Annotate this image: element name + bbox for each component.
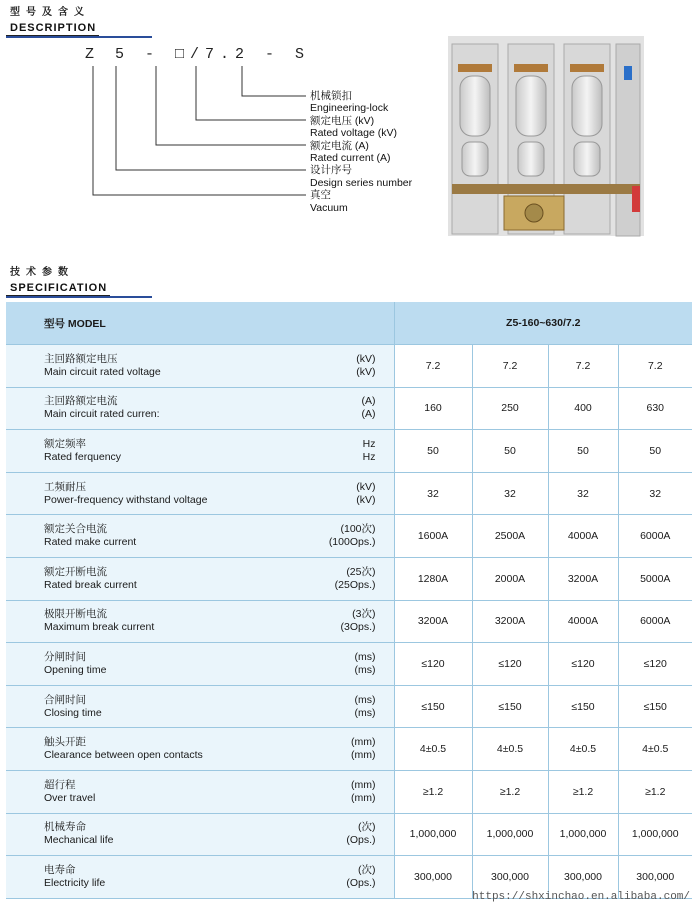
param-unit-en: (mm) (351, 749, 376, 762)
param-unit (302, 600, 394, 643)
param-label (6, 770, 302, 813)
legend-lock-en: Engineering-lock (310, 102, 389, 115)
param-value: ≤150 (548, 685, 618, 728)
param-value: ≤120 (472, 643, 548, 686)
param-value: ≥1.2 (618, 770, 692, 813)
param-unit-en: (ms) (354, 663, 376, 676)
param-value: ≥1.2 (394, 770, 472, 813)
param-label (6, 600, 302, 643)
param-unit-cn: (次) (358, 863, 376, 876)
legend-vacuum-en: Vacuum (310, 201, 348, 214)
param-label-en: Main circuit rated curren: (44, 408, 160, 421)
param-value: 3200A (548, 557, 618, 600)
param-unit-en: (A) (361, 408, 376, 421)
param-label (6, 557, 302, 600)
param-label-cn: 超行程 (44, 778, 76, 791)
param-value: 4±0.5 (618, 728, 692, 771)
legend-series-cn: 设计序号 (310, 164, 352, 177)
table-row (6, 430, 692, 473)
param-value: 50 (548, 430, 618, 473)
param-label (6, 345, 302, 388)
param-unit-en: (Ops.) (346, 876, 376, 889)
param-value: 7.2 (472, 345, 548, 388)
param-unit-en: (mm) (351, 791, 376, 804)
param-label-cn: 机械寿命 (44, 821, 86, 834)
param-label (6, 728, 302, 771)
param-unit-en: (kV) (356, 365, 376, 378)
param-label (6, 472, 302, 515)
spec-header-row (6, 302, 692, 345)
param-value: 7.2 (394, 345, 472, 388)
param-value: 2500A (472, 515, 548, 558)
param-value: ≤150 (472, 685, 548, 728)
param-label-en: Rated ferquency (44, 450, 122, 463)
specification-title-cn: 技术参数 (10, 267, 74, 278)
param-value: ≥1.2 (548, 770, 618, 813)
param-unit-cn: (mm) (351, 778, 376, 791)
param-label-cn: 合闸时间 (44, 693, 86, 706)
param-label-en: Mechanical life (44, 834, 114, 847)
param-label-en: Maximum break current (44, 621, 155, 634)
table-row (6, 643, 692, 686)
legend-vacuum-cn: 真空 (310, 189, 331, 202)
table-row (6, 813, 692, 856)
param-unit-cn: (kV) (356, 352, 376, 365)
param-value: 300,000 (472, 856, 548, 899)
param-unit (302, 387, 394, 430)
param-value: ≤120 (548, 643, 618, 686)
param-unit-cn: (ms) (354, 650, 376, 663)
param-unit (302, 813, 394, 856)
code-legend (310, 90, 412, 214)
param-value: 32 (472, 472, 548, 515)
param-value: ≤150 (394, 685, 472, 728)
param-unit-en: (100Ops.) (328, 536, 376, 549)
param-label-en: Over travel (44, 791, 96, 804)
param-value: ≤150 (618, 685, 692, 728)
specification-title-en: SPECIFICATION (6, 282, 110, 297)
param-unit-en: (kV) (356, 493, 376, 506)
param-unit-cn: (3次) (352, 608, 376, 621)
param-value: 7.2 (548, 345, 618, 388)
param-unit (302, 728, 394, 771)
param-unit (302, 770, 394, 813)
table-row (6, 387, 692, 430)
legend-series-en: Design series number (310, 176, 413, 189)
param-unit-cn: (mm) (351, 736, 376, 749)
param-unit-cn: (ms) (354, 693, 376, 706)
spec-table (6, 302, 692, 899)
table-row (6, 472, 692, 515)
param-value: 300,000 (394, 856, 472, 899)
param-value: 3200A (394, 600, 472, 643)
param-unit-en: (Ops.) (346, 834, 376, 847)
param-label (6, 685, 302, 728)
param-label-cn: 电寿命 (44, 863, 76, 876)
param-label-en: Opening time (44, 663, 107, 676)
param-value: 50 (618, 430, 692, 473)
param-label (6, 643, 302, 686)
param-value: 1,000,000 (394, 813, 472, 856)
param-label-en: Main circuit rated voltage (44, 365, 161, 378)
param-value: 400 (548, 387, 618, 430)
param-unit-cn: (100次) (340, 523, 376, 536)
param-label (6, 856, 302, 899)
param-value: 6000A (618, 515, 692, 558)
param-unit (302, 430, 394, 473)
param-value: 50 (394, 430, 472, 473)
param-unit-en: (3Ops.) (340, 621, 376, 634)
param-value: 2000A (472, 557, 548, 600)
model-label: 型号 MODEL (6, 302, 394, 345)
param-value: 5000A (618, 557, 692, 600)
param-value: 32 (548, 472, 618, 515)
legend-voltage-cn: 额定电压 (kV) (310, 114, 375, 127)
table-row (6, 685, 692, 728)
param-label-cn: 分闸时间 (44, 650, 86, 663)
param-unit-cn: (25次) (346, 565, 376, 578)
table-row (6, 728, 692, 771)
param-value: 1,000,000 (618, 813, 692, 856)
param-unit (302, 685, 394, 728)
table-row (6, 770, 692, 813)
table-row (6, 345, 692, 388)
legend-voltage-en: Rated voltage (kV) (310, 127, 397, 140)
specification-heading (6, 263, 110, 297)
param-label-cn: 额定开断电流 (44, 565, 107, 578)
param-unit-en: (ms) (354, 706, 376, 719)
param-value: 3200A (472, 600, 548, 643)
param-value: 4±0.5 (394, 728, 472, 771)
param-value: 300,000 (548, 856, 618, 899)
table-row (6, 600, 692, 643)
param-label-cn: 主回路额定电压 (44, 352, 118, 365)
param-value: 1,000,000 (548, 813, 618, 856)
table-row (6, 557, 692, 600)
param-label-cn: 极限开断电流 (44, 608, 107, 621)
param-value: 7.2 (618, 345, 692, 388)
param-label (6, 430, 302, 473)
param-unit (302, 557, 394, 600)
param-label-cn: 触头开距 (44, 736, 86, 749)
param-value: 4000A (548, 515, 618, 558)
param-value: 160 (394, 387, 472, 430)
param-value: 1600A (394, 515, 472, 558)
param-label-cn: 额定关合电流 (44, 523, 107, 536)
param-unit (302, 472, 394, 515)
param-label (6, 813, 302, 856)
param-unit-en: Hz (362, 450, 376, 463)
param-label-en: Closing time (44, 706, 102, 719)
param-label-cn: 主回路额定电流 (44, 395, 118, 408)
param-value: 32 (394, 472, 472, 515)
param-value: 250 (472, 387, 548, 430)
param-label (6, 515, 302, 558)
param-unit (302, 643, 394, 686)
model-code: Z 5 - □/7.2 - S (85, 46, 311, 63)
param-value: 1280A (394, 557, 472, 600)
source-watermark: https://shxinchao.en.alibaba.com/ (472, 891, 690, 903)
param-value: 32 (618, 472, 692, 515)
description-title-en: DESCRIPTION (6, 22, 99, 37)
param-label-en: Rated make current (44, 536, 137, 549)
param-value: 4000A (548, 600, 618, 643)
legend-lock-cn: 机械锁扣 (310, 90, 352, 102)
param-label-cn: 额定频率 (44, 437, 86, 450)
param-label (6, 387, 302, 430)
param-value: ≤120 (394, 643, 472, 686)
description-title-cn: 型号及含义 (10, 7, 90, 18)
param-unit-cn: (kV) (356, 480, 376, 493)
param-value: 630 (618, 387, 692, 430)
param-value: ≥1.2 (472, 770, 548, 813)
param-value: 50 (472, 430, 548, 473)
param-unit-en: (25Ops.) (334, 578, 376, 591)
param-unit-cn: (A) (361, 395, 376, 408)
param-unit (302, 345, 394, 388)
param-unit-cn: Hz (362, 437, 376, 450)
param-value: 300,000 (618, 856, 692, 899)
param-value: 4±0.5 (472, 728, 548, 771)
param-unit (302, 856, 394, 899)
param-unit (302, 515, 394, 558)
heading-underline (6, 296, 152, 298)
legend-current-en: Rated current (A) (310, 152, 391, 165)
param-label-en: Electricity life (44, 876, 106, 889)
param-value: 6000A (618, 600, 692, 643)
param-value: 4±0.5 (548, 728, 618, 771)
param-value: 1,000,000 (472, 813, 548, 856)
param-label-cn: 工频耐压 (44, 480, 86, 493)
param-label-en: Rated break current (44, 578, 137, 591)
model-value: Z5-160~630/7.2 (394, 302, 692, 345)
param-label-en: Clearance between open contacts (44, 749, 203, 762)
param-unit-cn: (次) (358, 821, 376, 834)
param-label-en: Power-frequency withstand voltage (44, 493, 208, 506)
legend-current-cn: 额定电流 (A) (310, 139, 369, 152)
table-row (6, 515, 692, 558)
param-value: ≤120 (618, 643, 692, 686)
vacuum-contactor-image (448, 36, 648, 246)
